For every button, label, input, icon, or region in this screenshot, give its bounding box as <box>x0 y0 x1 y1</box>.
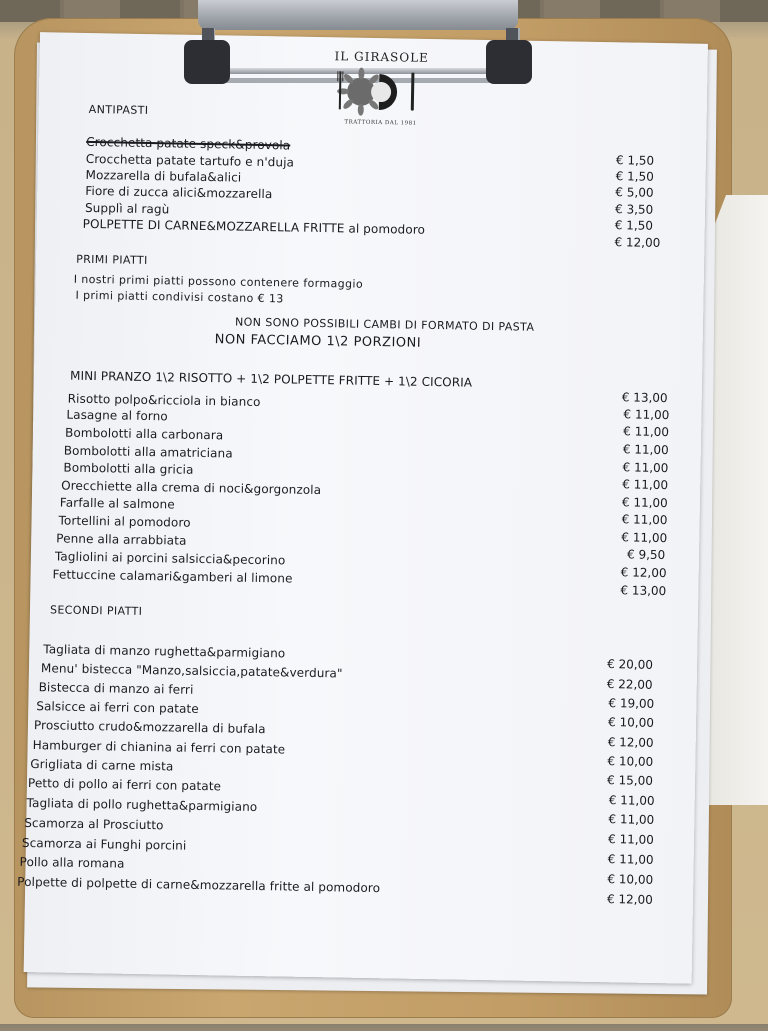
menu-item-name: Bombolotti alla amatriciana <box>63 443 233 461</box>
menu-item-name: Petto di pollo ai ferri con patate <box>27 775 222 794</box>
menu-item-name: Pollo alla romana <box>19 854 125 871</box>
menu-item-name: Polpette di polpette di carne&mozzarella fritte al pomodoro <box>17 874 381 896</box>
section-heading-antipasti: ANTIPASTI <box>88 102 149 117</box>
menu-item-price: € 11,00 <box>621 495 668 511</box>
menu-item-price: € 22,00 <box>606 677 653 692</box>
menu-item-name: Penne alla arrabbiata <box>56 531 187 548</box>
menu-item-name: Grigliata di carne mista <box>30 757 174 774</box>
menu-item-price: € 11,00 <box>608 812 655 827</box>
menu-item-price: € 1,50 <box>615 169 654 184</box>
menu-item-price: € 11,00 <box>622 460 669 476</box>
menu-item-price: € 13,00 <box>621 390 668 406</box>
menu-item-price: € 11,00 <box>608 793 655 808</box>
menu-item-price: € 13,00 <box>620 583 667 599</box>
logo-name: IL GIRASOLE <box>334 49 429 65</box>
menu-item-name: Tagliata di manzo rughetta&parmigiano <box>43 642 286 661</box>
menu-item-name: Hamburger di chianina ai ferri con patate <box>32 738 286 757</box>
menu-item-price: € 11,00 <box>621 512 668 528</box>
menu-item-name: Tortellini al pomodoro <box>58 513 191 530</box>
menu-item-price: € 12,00 <box>606 892 653 907</box>
menu-item-price: € 11,00 <box>607 852 654 867</box>
section-heading-primi: PRIMI PIATTI <box>76 252 148 267</box>
menu-item-price: € 11,00 <box>621 530 668 546</box>
menu-item-price: € 1,50 <box>614 218 654 233</box>
menu-item-name: Farfalle al salmone <box>59 495 175 512</box>
menu-item-price: € 10,00 <box>607 872 654 887</box>
menu-item-name: Tagliata di pollo rughetta&parmigiano <box>26 795 258 814</box>
menu-item-price: € 9,50 <box>626 547 666 563</box>
menu-item-name: Scamorza al Prosciutto <box>24 815 164 833</box>
menu-item-name: Bistecca di manzo ai ferri <box>38 680 194 697</box>
menu-item-name: Mozzarella di bufala&alici <box>85 167 242 185</box>
section-heading-secondi: SECONDI PIATTI <box>49 603 143 618</box>
notice-no-half-portions: NON FACCIAMO 1\2 PORZIONI <box>214 332 422 351</box>
menu-item-price: € 1,50 <box>615 153 655 168</box>
menu-item-name: Scamorza ai Funghi porcini <box>21 835 187 853</box>
menu-item-name: Lasagne al forno <box>66 407 168 424</box>
menu-item-name: Crocchetta patate speck&provola <box>86 134 291 153</box>
menu-item-name: Bombolotti alla gricia <box>63 460 194 477</box>
menu-item-price: € 15,00 <box>606 773 654 788</box>
menu-item-name: POLPETTE DI CARNE&MOZZARELLA FRITTE al pomodoro <box>82 216 426 237</box>
logo-subtitle: TRATTORIA DAL 1981 <box>344 119 417 127</box>
notice-no-format-change: NON SONO POSSIBILI CAMBI DI FORMATO DI PASTA <box>234 315 535 334</box>
menu-item-name: Salsicce ai ferri con patate <box>36 699 199 716</box>
restaurant-logo <box>330 43 432 135</box>
menu-item-name: MINI PRANZO 1\2 RISOTTO + 1\2 POLPETTE FRITTE + 1\2 CICORIA <box>69 368 473 390</box>
menu-item-price: € 11,00 <box>623 407 670 423</box>
menu-item-price: € 12,00 <box>614 235 661 250</box>
menu-item-price: € 11,00 <box>607 832 655 847</box>
menu-item-price: € 20,00 <box>607 657 654 672</box>
menu-item-name: Orecchiette alla crema di noci&gorgonzola <box>61 478 322 498</box>
primi-note-cheese: I nostri primi piatti possono contenere formaggio <box>73 272 364 291</box>
menu-item-name: Crocchetta patate tartufo e n'duja <box>85 151 295 170</box>
menu-item-price: € 5,00 <box>615 185 654 200</box>
menu-item-name: Fiore di zucca alici&mozzarella <box>85 183 273 202</box>
menu-item-name: Risotto polpo&ricciola in bianco <box>67 391 261 409</box>
menu-item-name: Fettuccine calamari&gamberi al limone <box>52 567 293 586</box>
primi-note-shared: I primi piatti condivisi costano € 13 <box>75 288 284 306</box>
menu-item-name: Bombolotti alla carbonara <box>64 425 224 443</box>
menu-item-name: Prosciutto crudo&mozzarella di bufala <box>33 718 266 737</box>
menu-item-price: € 11,00 <box>623 424 670 440</box>
menu-item-name: Tagliolini ai porcini salsiccia&pecorino <box>54 549 286 568</box>
menu-item-price: € 11,00 <box>622 442 669 458</box>
menu-item-price: € 10,00 <box>608 715 655 730</box>
menu-item-name: Supplì al ragù <box>84 200 170 217</box>
menu-item-price: € 12,00 <box>620 565 667 581</box>
menu-item-name: Menu' bistecca "Manzo,salsiccia,patate&verdura" <box>40 661 343 681</box>
menu-item-price: € 3,50 <box>614 202 654 217</box>
menu-item-price: € 12,00 <box>607 735 654 750</box>
menu-item-price: € 19,00 <box>608 696 655 711</box>
menu-item-price: € 11,00 <box>622 477 669 493</box>
menu-item-price: € 10,00 <box>607 754 654 769</box>
